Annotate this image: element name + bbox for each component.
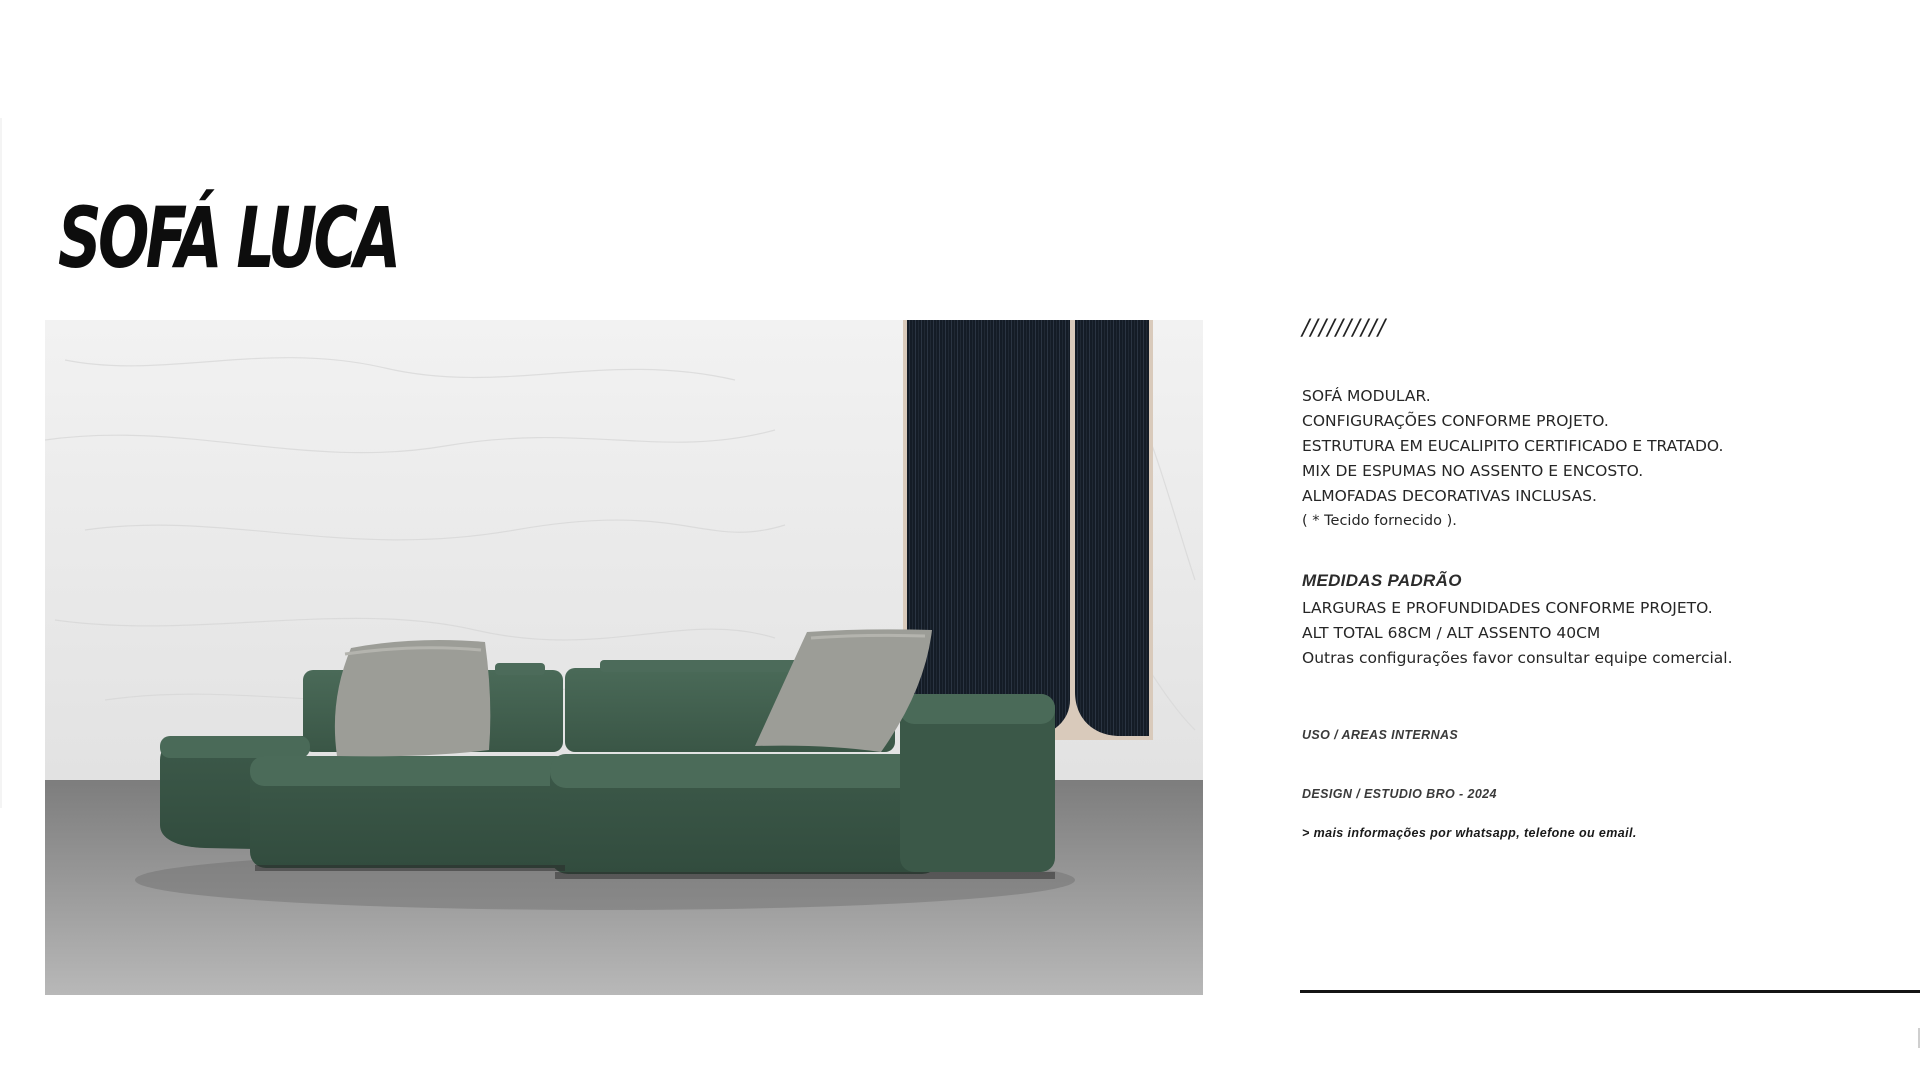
- bottom-divider: [1300, 990, 1920, 993]
- fabric-note: ( * Tecido fornecido ).: [1302, 513, 1457, 529]
- product-info-panel: [1302, 316, 1902, 840]
- wall-art-panel: [903, 320, 1153, 740]
- design-credit: DESIGN / ESTUDIO BRO - 2024: [1302, 787, 1497, 801]
- description-line: ESTRUTURA EM EUCALIPITO CERTIFICADO E TRATADO.: [1302, 437, 1724, 455]
- description-line: ALMOFADAS DECORATIVAS INCLUSAS.: [1302, 487, 1597, 505]
- measure-line: LARGURAS E PROFUNDIDADES CONFORME PROJETO.: [1302, 599, 1713, 617]
- description-line: CONFIGURAÇÕES CONFORME PROJETO.: [1302, 412, 1609, 430]
- usage-label: USO / AREAS INTERNAS: [1302, 728, 1459, 742]
- description-line: MIX DE ESPUMAS NO ASSENTO E ENCOSTO.: [1302, 462, 1644, 480]
- contact-link[interactable]: > mais informações por whatsapp, telefone ou email.: [1302, 826, 1637, 840]
- description-list: [1302, 384, 1902, 534]
- product-title: SOFÁ LUCA: [58, 189, 398, 287]
- product-photo: [45, 320, 1203, 995]
- measure-line: Outras configurações favor consultar equipe comercial.: [1302, 649, 1733, 667]
- left-edge-line: [0, 118, 2, 808]
- measures-heading: MEDIDAS PADRÃO: [1302, 571, 1462, 590]
- measure-line: ALT TOTAL 68CM / ALT ASSENTO 40CM: [1302, 624, 1601, 642]
- description-line: SOFÁ MODULAR.: [1302, 387, 1431, 405]
- separator-slashes: //////////: [1302, 316, 1387, 341]
- measures-list: [1302, 596, 1902, 671]
